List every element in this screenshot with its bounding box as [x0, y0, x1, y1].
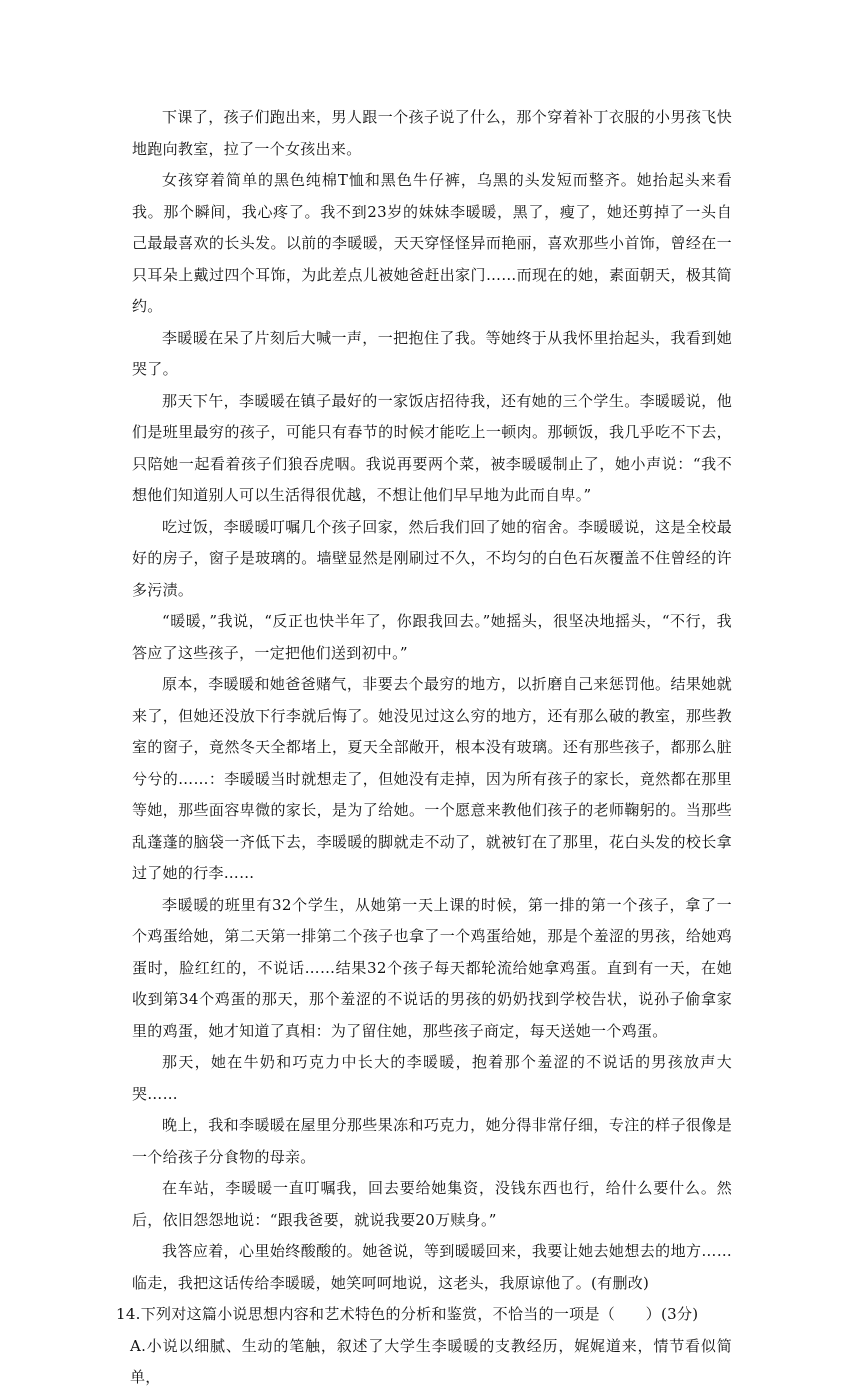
- story-paragraph-8: 李暖暖的班里有32个学生，从她第一天上课的时候，第一排的第一个孩子，拿了一个鸡蛋给她，第二天第一排第二个孩子也拿了一个鸡蛋给她，那是个羞涩的男孩，给她鸡蛋时，脸红红的，不说话……结果32个孩子每天都轮流给她拿鸡蛋。直到有一天，在她收到第34个鸡蛋的那天，那个羞涩的不说话的男孩的奶奶找到学校告状，说孙子偷拿家里的鸡蛋，她才知道了真相：为了留住她，那些孩子商定，每天送她一个鸡蛋。: [132, 895, 732, 1040]
- question-14-option-a: A.小说以细腻、生动的笔触，叙述了大学生李暖暖的支教经历，娓娓道来，情节看似简单，: [130, 1336, 732, 1386]
- story-paragraph-10: 晚上，我和李暖暖在屋里分那些果冻和巧克力，她分得非常仔细，专注的样子很像是一个给孩子分食物的母亲。: [132, 1116, 732, 1166]
- story-paragraph-11: 在车站，李暖暖一直叮嘱我，回去要给她集资，没钱东西也行，给什么要什么。然后，依旧怨怨地说：“跟我爸要，就说我要20万赎身。”: [132, 1179, 732, 1229]
- question-14-stem: 14.下列对这篇小说思想内容和艺术特色的分析和鉴赏，不恰当的一项是（ ）(3分): [116, 1305, 699, 1323]
- story-paragraph-3: 李暖暖在呆了片刻后大喊一声，一把抱住了我。等她终于从我怀里抬起头，我看到她哭了。: [132, 328, 732, 378]
- story-paragraph-9: 那天，她在牛奶和巧克力中长大的李暖暖，抱着那个羞涩的不说话的男孩放声大哭……: [132, 1053, 732, 1103]
- story-paragraph-2: 女孩穿着简单的黑色纯棉T恤和黑色牛仔裤，乌黑的头发短而整齐。她抬起头来看我。那个瞬间，我心疼了。我不到23岁的妹妹李暖暖，黑了，瘦了，她还剪掉了一头自己最最喜欢的长头发。以前的李暖暖，天天穿怪怪异而艳丽，喜欢那些小首饰，曾经在一只耳朵上戴过四个耳饰，为此差点儿被她爸赶出家门……而现在的她，素面朝天，极其简约。: [132, 171, 732, 315]
- story-paragraph-6: “暖暖，”我说，“反正也快半年了，你跟我回去。”她摇头，很坚决地摇头，“不行，我答应了这些孩子，一定把他们送到初中。”: [132, 612, 732, 662]
- story-paragraph-7: 原本，李暖暖和她爸爸赌气，非要去个最穷的地方，以折磨自己来惩罚他。结果她就来了，但她还没放下行李就后悔了。她没见过这么穷的地方，还有那么破的教室，那些教室的窗子，竟然冬天全都堵上，夏天全部敞开，根本没有玻璃。还有那些孩子，都那么脏兮兮的……：李暖暖当时就想走了，但她没有走掉，因为所有孩子的家长，竟然都在那里等她，那些面容卑微的家长，是为了给她。一个愿意来教他们孩子的老师鞠躬的。当那些乱蓬蓬的脑袋一齐低下去，李暖暖的脚就走不动了，就被钉在了那里，花白头发的校长拿过了她的行李……: [132, 675, 732, 882]
- story-paragraph-5: 吃过饭，李暖暖叮嘱几个孩子回家，然后我们回了她的宿舍。李暖暖说，这是全校最好的房子，窗子是玻璃的。墙壁显然是刚刷过不久，不均匀的白色石灰覆盖不住曾经的许多污渍。: [132, 517, 732, 599]
- story-paragraph-12: 我答应着，心里始终酸酸的。她爸说，等到暖暖回来，我要让她去她想去的地方……临走，我把这话传给李暖暖，她笑呵呵地说，这老头，我原谅他了。(有删改): [132, 1242, 732, 1292]
- story-body: [132, 102, 732, 1299]
- story-paragraph-4: 那天下午，李暖暖在镇子最好的一家饭店招待我，还有她的三个学生。李暖暖说，他们是班里最穷的孩子，可能只有春节的时候才能吃上一顿肉。那顿饭，我几乎吃不下去，只陪她一起看着孩子们狼吞虎咽。我说再要两个菜，被李暖暖制止了，她小声说：“我不想他们知道别人可以生活得很优越，不想让他们早早地为此而自卑。”: [132, 391, 732, 504]
- story-paragraph-1: 下课了，孩子们跑出来，男人跟一个孩子说了什么，那个穿着补丁衣服的小男孩飞快地跑向教室，拉了一个女孩出来。: [132, 108, 732, 158]
